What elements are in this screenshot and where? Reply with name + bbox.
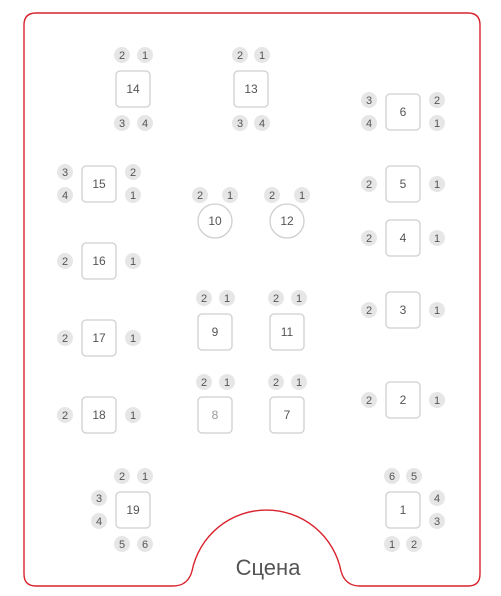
seat-4-2[interactable] [361, 230, 377, 246]
seat-number: 1 [129, 256, 137, 268]
table-13[interactable] [234, 71, 268, 107]
seat-5-2[interactable] [361, 176, 377, 192]
seat-number: 4 [141, 118, 149, 130]
seat-number: 1 [433, 305, 441, 317]
table-3[interactable] [386, 292, 420, 328]
table-4[interactable] [386, 220, 420, 256]
seat-19-2[interactable] [114, 468, 130, 484]
seat-7-2[interactable] [268, 374, 284, 390]
seat-15-4[interactable] [57, 187, 73, 203]
table-label: 11 [280, 325, 294, 339]
seat-number: 4 [61, 190, 69, 202]
table-label: 7 [283, 408, 291, 422]
seat-17-2[interactable] [57, 330, 73, 346]
table-label: 9 [211, 325, 219, 339]
table-9[interactable] [198, 314, 232, 350]
seat-12-1[interactable] [294, 187, 310, 203]
seat-8-1[interactable] [219, 374, 235, 390]
seat-10-2[interactable] [192, 187, 208, 203]
stage-label: Сцена [235, 555, 301, 580]
seat-number: 4 [95, 516, 103, 528]
table-label: 12 [280, 214, 294, 228]
seat-number: 1 [433, 118, 441, 130]
table-label: 13 [244, 82, 258, 96]
seat-number: 6 [388, 471, 396, 483]
table-label: 6 [399, 105, 407, 119]
seat-number: 2 [433, 95, 441, 107]
table-label: 18 [92, 408, 106, 422]
table-label: 15 [92, 177, 106, 191]
table-14[interactable] [116, 71, 150, 107]
seat-6-4[interactable] [361, 115, 377, 131]
seat-number: 2 [365, 179, 373, 191]
table-2[interactable] [386, 382, 420, 418]
seat-14-1[interactable] [137, 47, 153, 63]
seat-2-2[interactable] [361, 392, 377, 408]
seat-4-1[interactable] [429, 230, 445, 246]
seat-1-5[interactable] [406, 468, 422, 484]
table-16[interactable] [82, 243, 116, 279]
seat-17-1[interactable] [125, 330, 141, 346]
table-label: 5 [399, 177, 407, 191]
seat-9-2[interactable] [196, 290, 212, 306]
seat-number: 4 [258, 118, 266, 130]
seat-19-4[interactable] [91, 513, 107, 529]
seat-15-2[interactable] [125, 164, 141, 180]
seat-number: 2 [365, 233, 373, 245]
seat-number: 5 [118, 539, 126, 551]
table-5[interactable] [386, 166, 420, 202]
seat-15-1[interactable] [125, 187, 141, 203]
seat-number: 2 [272, 293, 280, 305]
seat-number: 1 [129, 333, 137, 345]
table-label: 8 [211, 408, 219, 422]
table-15[interactable] [82, 166, 116, 202]
table-label: 16 [92, 254, 106, 268]
seat-9-1[interactable] [219, 290, 235, 306]
seat-18-1[interactable] [125, 407, 141, 423]
seat-number: 2 [118, 471, 126, 483]
table-11[interactable] [270, 314, 304, 350]
seat-number: 2 [272, 377, 280, 389]
seat-number: 4 [433, 493, 441, 505]
seat-number: 1 [298, 190, 306, 202]
table-label: 14 [126, 82, 140, 96]
seat-number: 2 [61, 256, 69, 268]
seat-16-2[interactable] [57, 253, 73, 269]
seat-number: 2 [268, 190, 276, 202]
seat-1-1[interactable] [384, 536, 400, 552]
seat-number: 1 [129, 190, 137, 202]
seat-number: 1 [223, 377, 231, 389]
seat-number: 1 [388, 539, 396, 551]
table-label: 19 [126, 503, 140, 517]
seat-14-4[interactable] [137, 115, 153, 131]
seat-number: 1 [295, 377, 303, 389]
seat-number: 5 [410, 471, 418, 483]
table-17[interactable] [82, 320, 116, 356]
seat-8-2[interactable] [196, 374, 212, 390]
table-label: 1 [399, 503, 407, 517]
seat-number: 1 [223, 293, 231, 305]
table-8[interactable] [198, 397, 232, 433]
table-10[interactable] [198, 204, 232, 238]
seat-3-2[interactable] [361, 302, 377, 318]
seat-19-6[interactable] [137, 536, 153, 552]
seat-number: 3 [61, 167, 69, 179]
seat-number: 2 [200, 377, 208, 389]
table-1[interactable] [386, 492, 420, 528]
seat-2-1[interactable] [429, 392, 445, 408]
seat-number: 4 [365, 118, 373, 130]
table-label: 10 [208, 214, 222, 228]
seat-10-1[interactable] [222, 187, 238, 203]
seat-number: 2 [200, 293, 208, 305]
table-19[interactable] [116, 492, 150, 528]
seat-number: 6 [141, 539, 149, 551]
table-label: 17 [92, 331, 106, 345]
seat-number: 2 [236, 50, 244, 62]
seat-1-3[interactable] [429, 513, 445, 529]
seat-13-1[interactable] [254, 47, 270, 63]
seat-number: 3 [236, 118, 244, 130]
seat-number: 1 [433, 395, 441, 407]
seat-number: 3 [95, 493, 103, 505]
seat-3-1[interactable] [429, 302, 445, 318]
seat-1-2[interactable] [406, 536, 422, 552]
seat-19-1[interactable] [137, 468, 153, 484]
seat-number: 1 [141, 50, 149, 62]
seat-number: 2 [196, 190, 204, 202]
table-label: 2 [399, 393, 407, 407]
seat-19-3[interactable] [91, 490, 107, 506]
seat-number: 1 [433, 179, 441, 191]
seat-18-2[interactable] [57, 407, 73, 423]
seat-11-2[interactable] [268, 290, 284, 306]
seat-14-3[interactable] [114, 115, 130, 131]
seat-19-5[interactable] [114, 536, 130, 552]
seat-number: 2 [365, 395, 373, 407]
table-label: 4 [399, 231, 407, 245]
seat-13-2[interactable] [232, 47, 248, 63]
seat-number: 2 [365, 305, 373, 317]
seat-number: 1 [433, 233, 441, 245]
seat-15-3[interactable] [57, 164, 73, 180]
seat-number: 1 [141, 471, 149, 483]
seat-number: 3 [365, 95, 373, 107]
seat-11-1[interactable] [291, 290, 307, 306]
seat-number: 1 [258, 50, 266, 62]
seat-number: 1 [226, 190, 234, 202]
seat-6-2[interactable] [429, 92, 445, 108]
seat-6-3[interactable] [361, 92, 377, 108]
seat-14-2[interactable] [114, 47, 130, 63]
table-6[interactable] [386, 94, 420, 130]
seat-5-1[interactable] [429, 176, 445, 192]
seat-12-2[interactable] [264, 187, 280, 203]
table-7[interactable] [270, 397, 304, 433]
seat-number: 1 [129, 410, 137, 422]
table-label: 3 [399, 303, 407, 317]
seat-number: 3 [433, 516, 441, 528]
tables-layer [57, 47, 445, 552]
table-12[interactable] [270, 204, 304, 238]
seat-number: 2 [129, 167, 137, 179]
seat-13-3[interactable] [232, 115, 248, 131]
seat-1-4[interactable] [429, 490, 445, 506]
seat-16-1[interactable] [125, 253, 141, 269]
seat-13-4[interactable] [254, 115, 270, 131]
seat-number: 2 [118, 50, 126, 62]
seat-number: 2 [61, 410, 69, 422]
seat-number: 3 [118, 118, 126, 130]
seat-number: 1 [295, 293, 303, 305]
seat-1-6[interactable] [384, 468, 400, 484]
seat-number: 2 [61, 333, 69, 345]
seat-6-1[interactable] [429, 115, 445, 131]
seat-7-1[interactable] [291, 374, 307, 390]
table-18[interactable] [82, 397, 116, 433]
seat-number: 2 [410, 539, 418, 551]
